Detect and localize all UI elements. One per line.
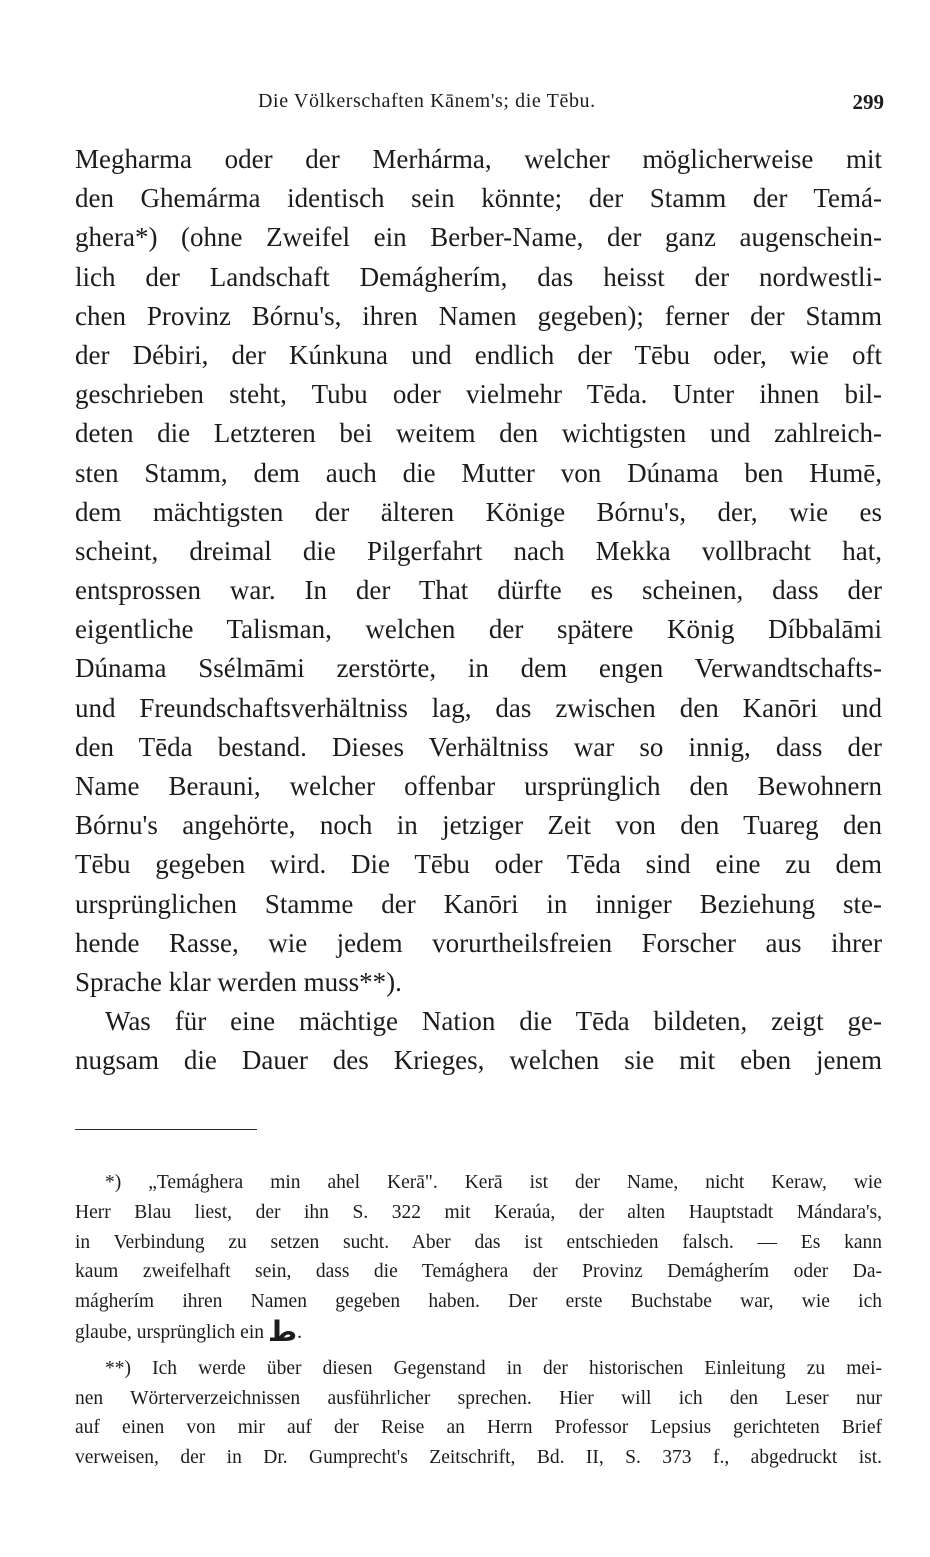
text-line: eigentliche Talisman, welchen der spätere König Díbbalāmi bbox=[75, 614, 882, 645]
main-text bbox=[75, 140, 882, 1081]
text-line: Tēbu gegeben wird. Die Tēbu oder Tēda sind eine zu dem bbox=[75, 849, 882, 880]
text-line: hende Rasse, wie jedem vorurtheilsfreien Forscher aus ihrer bbox=[75, 927, 882, 958]
text-line: Megharma oder der Merhárma, welcher möglicherweise mit bbox=[75, 144, 882, 174]
text-line: Sprache klar werden muss**). bbox=[75, 966, 402, 997]
running-title: Die Völkerschaften Kānem's; die Tēbu. bbox=[258, 90, 596, 112]
text-line: den Ghemárma identisch sein könnte; der Stamm der Temá- bbox=[75, 183, 882, 214]
footnote-2-line: auf einen von mir auf der Reise an Herrn Professor Lepsius gerichteten Brief bbox=[75, 1417, 882, 1439]
text-line: chen Provinz Bórnu's, ihren Namen gegeben); ferner der Stamm bbox=[75, 300, 882, 331]
footnote-1-line: mágherím ihren Namen gegeben haben. Der erste Buchstabe war, wie ich bbox=[75, 1291, 882, 1313]
text-line: Dúnama Ssélmāmi zerstörte, in dem engen Verwandtschafts- bbox=[75, 653, 882, 684]
text-line: dem mächtigsten der älteren Könige Bórnu's, der, wie es bbox=[75, 496, 882, 527]
text-line: lich der Landschaft Demágherím, das heisst der nordwestli- bbox=[75, 261, 882, 292]
footnote-1-line: Herr Blau liest, der ihn S. 322 mit Keraúa, der alten Hauptstadt Mándara's, bbox=[75, 1201, 882, 1223]
text-line: ursprünglichen Stamme der Kanōri in inniger Beziehung ste- bbox=[75, 888, 882, 919]
text-line: deten die Letzteren bei weitem den wichtigsten und zahlreich- bbox=[75, 418, 882, 449]
page-number: 299 bbox=[852, 90, 884, 114]
footnote-1-line: kaum zweifelhaft sein, dass die Temághera der Provinz Demágherím oder Da- bbox=[75, 1261, 882, 1283]
text-line: den Tēda bestand. Dieses Verhältniss war so innig, dass der bbox=[75, 731, 882, 762]
text-line: und Freundschaftsverhältniss lag, das zwischen den Kanōri und bbox=[75, 692, 882, 723]
footnote-2-line: nen Wörterverzeichnissen ausführlicher sprechen. Hier will ich den Leser nur bbox=[75, 1387, 882, 1409]
text-line: der Débiri, der Kúnkuna und endlich der Tēbu oder, wie oft bbox=[75, 339, 882, 370]
footnote-gap bbox=[75, 1347, 882, 1354]
footnote-1-line: *) „Temághera min ahel Kerā". Kerā ist der Name, nicht Keraw, wie bbox=[105, 1172, 882, 1193]
footnote-2-line: verweisen, der in Dr. Gumprecht's Zeitschrift, Bd. II, S. 373 f., abgedruckt ist. bbox=[75, 1447, 882, 1469]
footnote-2-line: **) Ich werde über diesen Gegenstand in der historischen Einleitung zu mei- bbox=[105, 1357, 882, 1379]
footnote-1-line-text: glaube, ursprünglich ein bbox=[75, 1321, 264, 1343]
text-line: ghera*) (ohne Zweifel ein Berber-Name, der ganz augenschein- bbox=[75, 222, 882, 253]
text-line: sten Stamm, dem auch die Mutter von Dúnama ben Humē, bbox=[75, 457, 882, 488]
text-line: Name Berauni, welcher offenbar ursprünglich den Bewohnern bbox=[75, 771, 882, 801]
text-line: entsprossen war. In der That dürfte es scheinen, dass der bbox=[75, 575, 882, 606]
paragraph-start-line: Was für eine mächtige Nation die Tēda bildeten, zeigt ge- bbox=[105, 1006, 882, 1037]
footnote-1-last-line bbox=[75, 1314, 882, 1348]
running-header bbox=[0, 90, 930, 120]
text-line: Bórnu's angehörte, noch in jetziger Zeit von den Tuareg den bbox=[75, 810, 882, 841]
footnote-1-line: in Verbindung zu setzen sucht. Aber das ist entschieden falsch. — Es kann bbox=[75, 1231, 882, 1253]
text-line: nugsam die Dauer des Krieges, welchen sie mit eben jenem bbox=[75, 1045, 882, 1076]
arabic-letter-glyph: ط bbox=[268, 1314, 298, 1348]
text-line: geschrieben steht, Tubu oder vielmehr Tēda. Unter ihnen bil- bbox=[75, 379, 882, 410]
footnotes bbox=[75, 1168, 882, 1473]
footnote-separator bbox=[75, 1129, 257, 1130]
footnote-1-end-punct: . bbox=[297, 1321, 302, 1343]
text-line: scheint, dreimal die Pilgerfahrt nach Mekka vollbracht hat, bbox=[75, 535, 882, 566]
